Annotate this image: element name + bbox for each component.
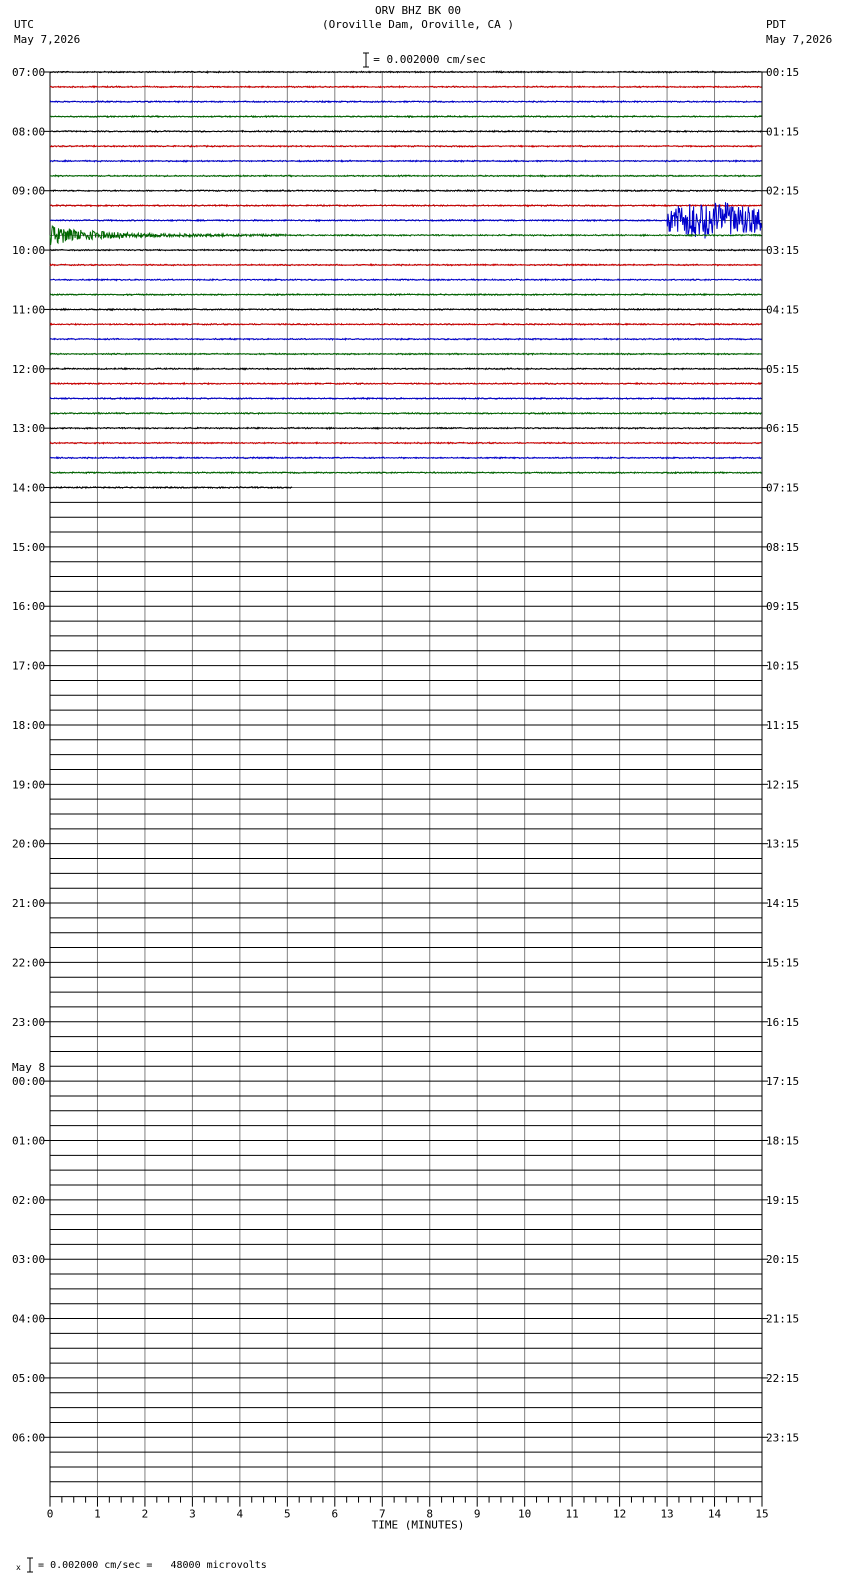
right-hour-label: 17:15 (766, 1075, 800, 1089)
x-axis-label: TIME (MINUTES) (371, 1518, 465, 1532)
right-hour-label: 09:15 (766, 600, 800, 614)
seismic-trace (50, 294, 761, 296)
left-hour-label: 10:00 (12, 244, 46, 258)
seismic-trace (50, 309, 761, 311)
right-hour-label: 15:15 (766, 956, 800, 970)
seismic-trace (50, 383, 761, 385)
x-tick-label: 11 (565, 1507, 579, 1521)
right-hour-label: 12:15 (766, 778, 800, 792)
right-hour-label: 21:15 (766, 1312, 800, 1326)
x-tick-label: 3 (189, 1507, 196, 1521)
left-hour-label: 20:00 (12, 837, 46, 851)
left-hour-label: 17:00 (12, 659, 46, 673)
left-hour-label: 02:00 (12, 1193, 46, 1207)
footer-scale-bar-icon (16, 1557, 38, 1573)
seismic-trace (50, 101, 761, 103)
left-hour-label: 00:00 (12, 1075, 46, 1089)
right-hour-label: 00:15 (766, 66, 800, 79)
seismic-trace (50, 71, 761, 73)
seismic-trace (50, 175, 761, 177)
left-hour-label: 11:00 (12, 303, 46, 317)
seismic-trace (50, 353, 761, 355)
footer-scale-text: = 0.002000 cm/sec = 48000 microvolts (38, 1560, 267, 1571)
left-hour-label: 14:00 (12, 481, 46, 495)
left-hour-label: 12:00 (12, 362, 46, 376)
utc-date-label: May 7,2026 (14, 33, 81, 46)
pdt-timezone-label: PDT (766, 18, 786, 31)
seismic-trace (50, 226, 761, 245)
svg-text:x: x (16, 1563, 21, 1572)
date-change-label: May 8 (12, 1061, 46, 1075)
seismic-trace (50, 457, 761, 459)
seismic-trace (50, 487, 292, 489)
x-tick-label: 9 (473, 1507, 481, 1521)
left-hour-label: 09:00 (12, 184, 46, 198)
seismic-trace (50, 86, 761, 88)
right-hour-label: 10:15 (766, 659, 800, 673)
x-tick-label: 10 (518, 1507, 532, 1521)
seismic-trace (50, 205, 761, 207)
left-hour-label: 03:00 (12, 1253, 46, 1267)
left-hour-label: 05:00 (12, 1371, 46, 1385)
left-hour-label: 08:00 (12, 125, 46, 139)
x-tick-label: 2 (141, 1507, 149, 1521)
chart-title: ORV BHZ BK 00 (374, 4, 462, 17)
seismic-trace (50, 116, 761, 118)
left-hour-label: 06:00 (12, 1431, 46, 1445)
seismic-trace (50, 131, 761, 133)
left-hour-label: 22:00 (12, 956, 46, 970)
seismic-trace (50, 160, 761, 162)
x-tick-label: 15 (755, 1507, 769, 1521)
scale-legend-text: = 0.002000 cm/sec (373, 53, 486, 66)
right-hour-label: 05:15 (766, 362, 800, 376)
left-hour-label: 07:00 (12, 66, 46, 79)
seismic-trace (50, 338, 761, 340)
seismic-trace (50, 146, 761, 148)
x-tick-label: 4 (236, 1507, 244, 1521)
x-tick-label: 0 (46, 1507, 54, 1521)
seismic-trace (50, 190, 761, 192)
right-hour-label: 23:15 (766, 1431, 800, 1445)
right-hour-label: 11:15 (766, 718, 800, 732)
x-tick-label: 8 (426, 1507, 434, 1521)
x-tick-label: 6 (331, 1507, 339, 1521)
right-hour-label: 01:15 (766, 125, 800, 139)
seismic-trace (50, 368, 761, 370)
seismic-trace (50, 249, 761, 251)
x-tick-label: 7 (378, 1507, 386, 1521)
right-hour-label: 16:15 (766, 1015, 800, 1029)
seismic-trace (50, 413, 761, 415)
seismic-trace (50, 472, 761, 474)
x-tick-label: 14 (707, 1507, 722, 1521)
right-hour-label: 14:15 (766, 897, 800, 911)
right-hour-label: 20:15 (766, 1253, 800, 1267)
x-tick-label: 1 (94, 1507, 101, 1521)
right-hour-label: 08:15 (766, 540, 800, 554)
seismic-trace (50, 202, 761, 238)
seismic-trace (50, 427, 761, 429)
seismic-trace (50, 398, 761, 400)
left-hour-label: 18:00 (12, 718, 46, 732)
left-hour-label: 13:00 (12, 422, 46, 436)
seismic-trace (50, 279, 761, 281)
station-subtitle: (Oroville Dam, Oroville, CA ) (321, 18, 515, 31)
right-hour-label: 07:15 (766, 481, 800, 495)
footer-scale-note (4, 1546, 267, 1573)
seismic-trace (50, 324, 761, 326)
right-hour-label: 19:15 (766, 1193, 800, 1207)
left-hour-label: 04:00 (12, 1312, 46, 1326)
x-tick-label: 12 (612, 1507, 627, 1521)
right-hour-label: 04:15 (766, 303, 800, 317)
right-hour-label: 03:15 (766, 244, 800, 258)
left-hour-label: 23:00 (12, 1015, 46, 1029)
right-hour-label: 02:15 (766, 184, 800, 198)
left-hour-label: 16:00 (12, 600, 46, 614)
seismic-trace (50, 442, 761, 444)
left-hour-label: 21:00 (12, 897, 46, 911)
x-tick-label: 13 (660, 1507, 674, 1521)
left-hour-label: 01:00 (12, 1134, 46, 1148)
right-hour-label: 13:15 (766, 837, 800, 851)
left-hour-label: 15:00 (12, 540, 46, 554)
right-hour-label: 06:15 (766, 422, 800, 436)
left-hour-label: 19:00 (12, 778, 46, 792)
pdt-date-label: May 7,2026 (766, 33, 833, 46)
right-hour-label: 18:15 (766, 1134, 800, 1148)
right-hour-label: 22:15 (766, 1371, 800, 1385)
utc-timezone-label: UTC (14, 18, 34, 31)
x-tick-label: 5 (284, 1507, 291, 1521)
